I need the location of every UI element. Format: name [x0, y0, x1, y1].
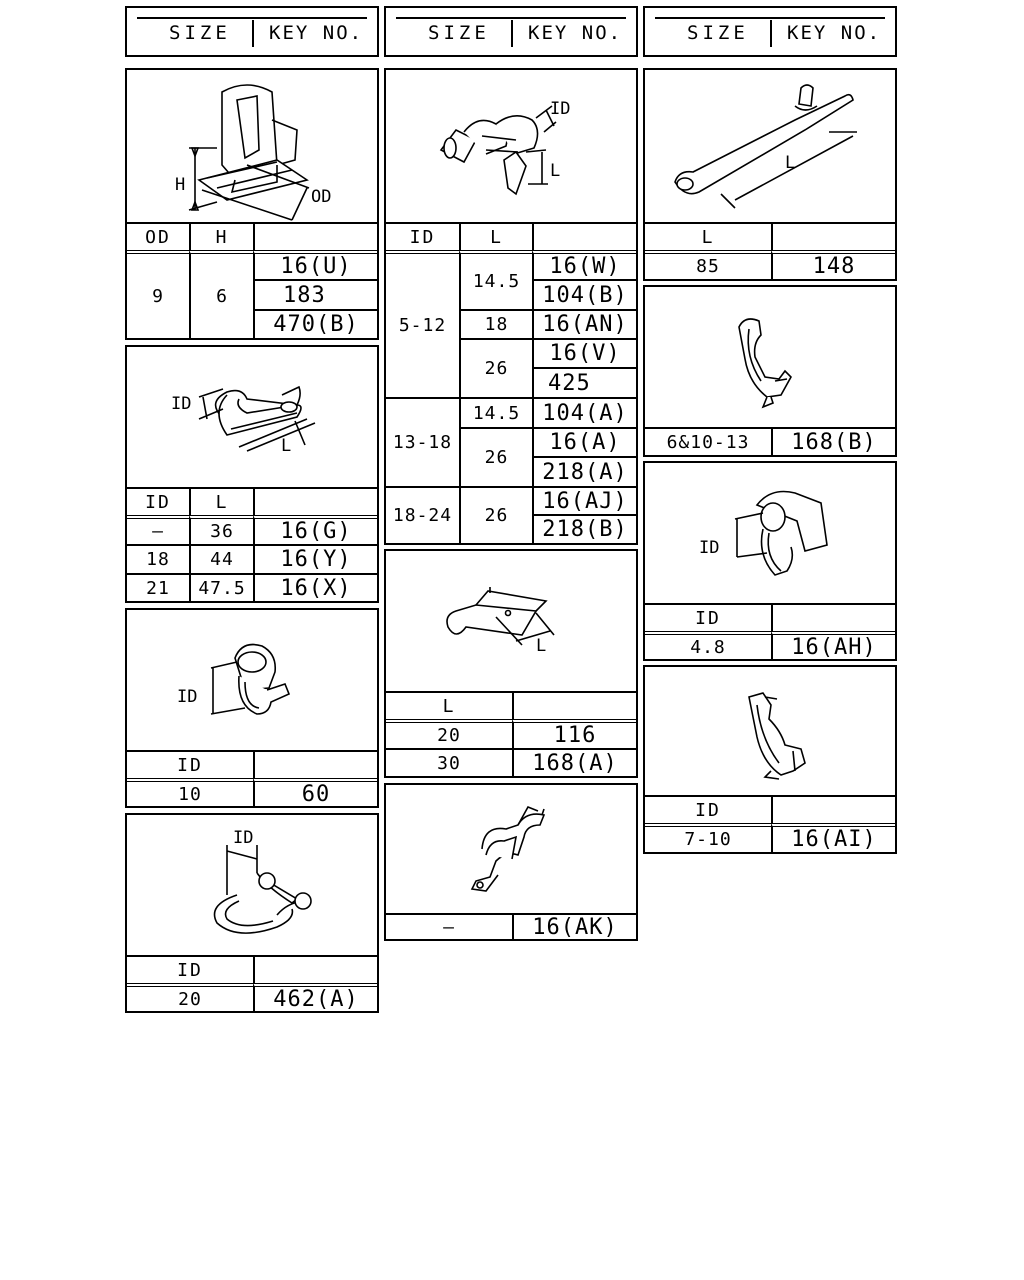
dim-label-l: L — [536, 636, 547, 656]
part-panel-loop-clip — [125, 813, 379, 1013]
key-number: 16(U) — [253, 250, 377, 279]
col-header-l: L — [189, 487, 253, 515]
size-l: 47.5 — [189, 573, 253, 601]
col-header-key — [512, 691, 636, 719]
key-number: 104(B) — [532, 279, 636, 309]
key-number: 16(AK) — [512, 913, 636, 939]
part-panel-ah-clip — [643, 461, 897, 661]
header-rule — [137, 17, 367, 19]
key-number: 16(A) — [532, 427, 636, 456]
header-size-label: SIZE — [428, 22, 490, 44]
bent-plate-icon — [447, 591, 546, 635]
header-key-label: KEY NO. — [787, 22, 882, 44]
key-number: 16(W) — [532, 250, 636, 279]
size-l: 14.5 — [459, 250, 532, 309]
col-header-key — [253, 487, 377, 515]
push-clip-icon — [199, 85, 307, 200]
clip-drawing — [645, 667, 895, 795]
clip-drawing — [645, 287, 895, 427]
dimension-lines — [227, 851, 257, 859]
dim-label-id: ID — [233, 828, 254, 848]
clamp-icon — [235, 645, 289, 715]
size-id: 18-24 — [386, 486, 459, 543]
header-key-label: KEY NO. — [528, 22, 623, 44]
col-header-id: ID — [645, 795, 771, 823]
key-number: 168(A) — [512, 748, 636, 776]
strap-icon — [675, 85, 853, 194]
key-number: 470(B) — [253, 309, 377, 338]
clip-drawing — [127, 815, 377, 955]
dim-label-od: OD — [311, 187, 332, 207]
key-number: 462(A) — [253, 983, 377, 1011]
key-number: 16(AN) — [532, 309, 636, 338]
clip-drawing — [386, 551, 636, 691]
clip-drawing — [645, 70, 895, 222]
col-header-l: L — [645, 222, 771, 250]
key-number: 16(AH) — [771, 631, 895, 659]
size-l: 14.5 — [459, 397, 532, 427]
size-id: 10 — [127, 778, 253, 806]
size-id: 20 — [127, 983, 253, 1011]
key-number: 16(V) — [532, 338, 636, 367]
size-l: 30 — [386, 748, 512, 776]
header-col-2 — [384, 6, 638, 57]
dim-label-id: ID — [177, 687, 198, 707]
col-header-key — [253, 955, 377, 983]
size-id: 21 — [127, 573, 189, 601]
header-rule — [655, 17, 885, 19]
size-id: 5-12 — [386, 250, 459, 397]
part-panel-bent-plate — [384, 549, 638, 778]
dim-label-id: ID — [171, 394, 192, 414]
clip-drawing — [386, 70, 636, 222]
key-number: 16(Y) — [253, 544, 377, 573]
col-header-key — [253, 750, 377, 778]
part-panel-saddle-clamp — [384, 783, 638, 941]
key-number: 16(X) — [253, 573, 377, 601]
header-divider — [770, 20, 772, 47]
clip-drawing — [127, 70, 377, 222]
dim-label-l: L — [281, 436, 292, 456]
clip-drawing — [127, 610, 377, 750]
key-number: 116 — [512, 719, 636, 748]
col-header-key — [771, 222, 895, 250]
dim-label-l: L — [785, 153, 796, 173]
key-number: 218(A) — [532, 456, 636, 486]
clip-drawing — [127, 347, 377, 487]
part-panel-clamp-60 — [125, 608, 379, 808]
ai-clip-icon — [749, 693, 805, 779]
header-col-1 — [125, 6, 379, 57]
loop-clip-icon — [215, 845, 312, 933]
ah-clip-icon — [757, 492, 827, 576]
size-l: 18 — [459, 309, 532, 338]
col-header-id: ID — [127, 955, 253, 983]
size-l: 26 — [459, 486, 532, 543]
hook-clip-icon — [739, 319, 791, 407]
dim-label-id: ID — [550, 99, 571, 119]
size-l: 85 — [645, 250, 771, 279]
part-panel-hook-clip — [643, 285, 897, 457]
header-size-label: SIZE — [687, 22, 749, 44]
size-id: 4.8 — [645, 631, 771, 659]
col-header-id: ID — [127, 750, 253, 778]
key-number: 148 — [771, 250, 895, 279]
size-l: 20 — [386, 719, 512, 748]
key-number: 16(G) — [253, 515, 377, 544]
header-divider — [252, 20, 254, 47]
saddle-clamp-icon — [472, 807, 544, 891]
col-header-key — [771, 795, 895, 823]
dim-label-id: ID — [699, 538, 720, 558]
key-number: 104(A) — [532, 397, 636, 427]
header-size-label: SIZE — [169, 22, 231, 44]
size-id: 13-18 — [386, 397, 459, 486]
size-id: 18 — [127, 544, 189, 573]
col-header-l: L — [459, 222, 532, 250]
col-header-id: ID — [386, 222, 459, 250]
dim-label-h: H — [175, 175, 186, 195]
col-header-h: H — [189, 222, 253, 250]
size-id: — — [127, 515, 189, 544]
size-l: 26 — [459, 338, 532, 397]
band-clip-icon — [216, 387, 301, 435]
size-dash: — — [386, 913, 512, 939]
size-id: 7-10 — [645, 823, 771, 852]
header-rule — [396, 17, 626, 19]
key-number: 218(B) — [532, 514, 636, 543]
part-panel-strap — [643, 68, 897, 281]
key-number: 60 — [253, 778, 377, 806]
size-l: 44 — [189, 544, 253, 573]
size-l: 26 — [459, 427, 532, 486]
part-panel-band-clip — [125, 345, 379, 603]
dim-label-l: L — [550, 161, 561, 181]
clip-drawing — [386, 785, 636, 913]
header-key-label: KEY NO. — [269, 22, 364, 44]
header-col-3 — [643, 6, 897, 57]
col-header-l: L — [386, 691, 512, 719]
clip-drawing — [645, 463, 895, 603]
header-divider — [511, 20, 513, 47]
part-panel-double-clamp — [384, 68, 638, 545]
size-id: 6&10-13 — [645, 427, 771, 455]
key-number: 16(AI) — [771, 823, 895, 852]
col-header-key — [253, 222, 377, 250]
size-h: 6 — [189, 250, 253, 338]
col-header-key — [532, 222, 636, 250]
key-number: 168(B) — [771, 427, 895, 455]
part-panel-ai-clip — [643, 665, 897, 854]
col-header-id: ID — [127, 487, 189, 515]
part-panel-od-h-clip — [125, 68, 379, 340]
size-l: 36 — [189, 515, 253, 544]
col-header-key — [771, 603, 895, 631]
key-number: 183 — [253, 279, 377, 309]
key-number: 425 — [532, 367, 636, 397]
double-clamp-icon — [441, 116, 538, 194]
key-number: 16(AJ) — [532, 486, 636, 514]
col-header-id: ID — [645, 603, 771, 631]
size-od: 9 — [127, 250, 189, 338]
col-header-od: OD — [127, 222, 189, 250]
